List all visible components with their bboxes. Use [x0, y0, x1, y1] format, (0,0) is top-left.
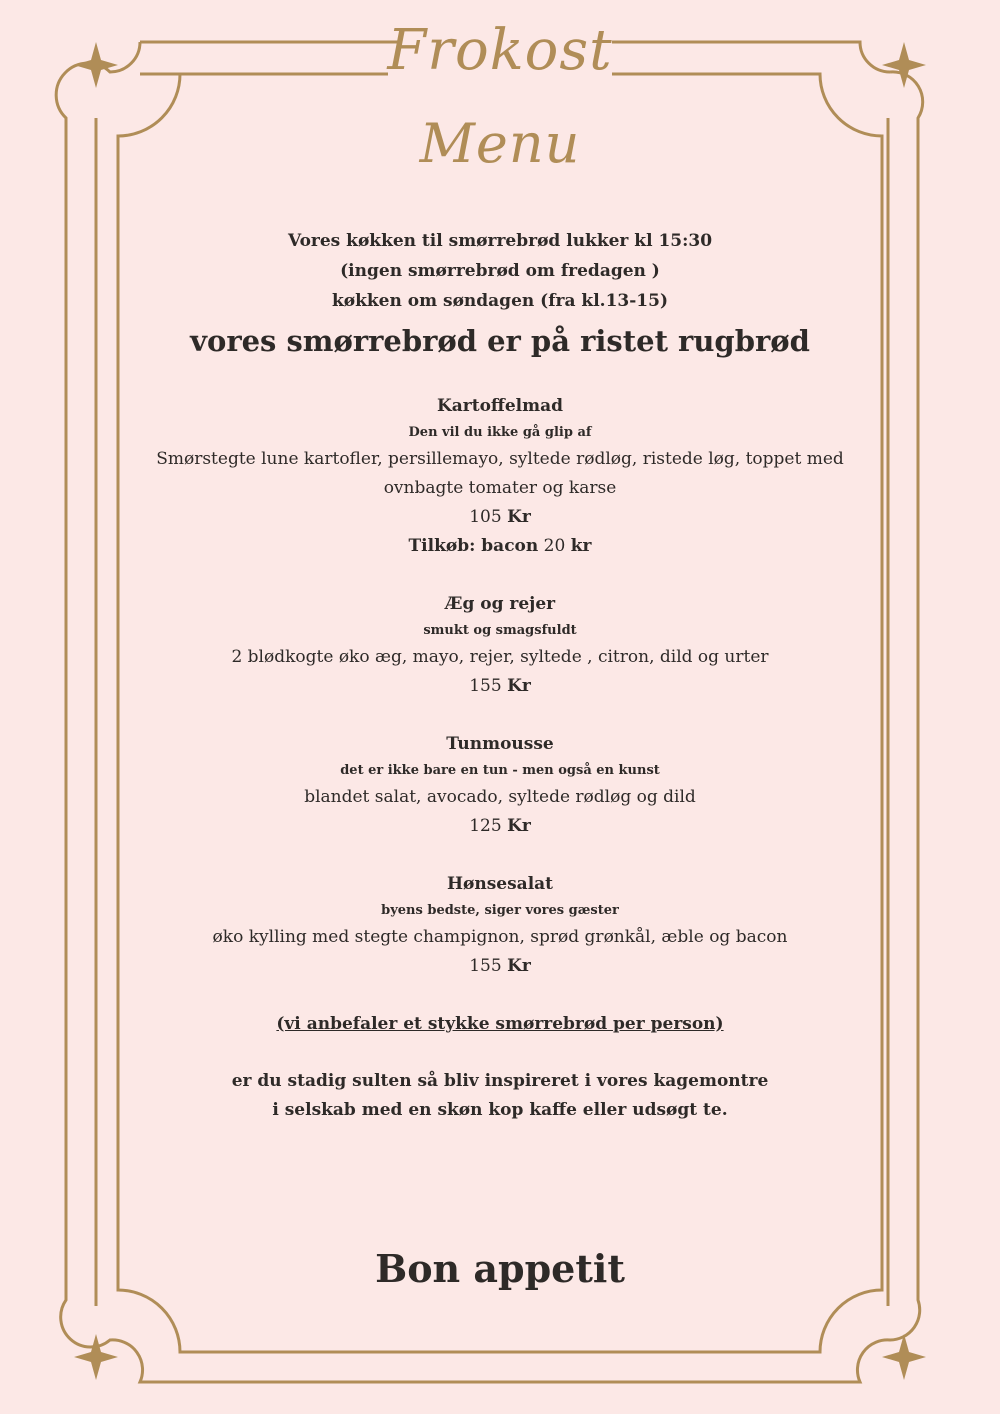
item-price	[110, 812, 890, 841]
item-name: Tunmousse	[446, 734, 554, 754]
outro-block	[110, 1067, 890, 1125]
item-description-cont: ovnbagte tomater og karse	[383, 478, 617, 498]
item-name: Hønsesalat	[446, 874, 554, 894]
price-currency: Kr	[507, 676, 531, 696]
bon-appetit: Bon appetit	[375, 1246, 625, 1291]
friday-note: (ingen smørrebrød om fredagen )	[340, 261, 660, 281]
item-extra	[110, 532, 890, 561]
bread-headline: vores smørrebrød er på ristet rugbrød	[190, 324, 810, 358]
price-amount: 155	[469, 676, 502, 696]
recommend-text: (vi anbefaler et stykke smørrebrød per person)	[276, 1014, 724, 1034]
item-tagline: smukt og smagsfuldt	[423, 623, 577, 638]
price-currency: Kr	[507, 956, 531, 976]
item-name: Æg og rejer	[444, 594, 556, 614]
outro-line: i selskab med en skøn kop kaffe eller udsøgt te.	[272, 1100, 728, 1120]
menu-title-menu: Menu	[419, 112, 581, 175]
menu-title-frokost: Frokost	[387, 18, 613, 83]
item-price	[110, 672, 890, 701]
price-amount: 125	[469, 816, 502, 836]
outro-line: er du stadig sulten så bliv inspireret i vores kagemontre	[231, 1071, 769, 1091]
extra-label: Tilkøb: bacon	[408, 536, 539, 556]
item-tagline: Den vil du ikke gå glip af	[408, 425, 592, 440]
recommendation-note	[110, 1010, 890, 1038]
item-description: Smørstegte lune kartofler, persillemayo, syltede rødløg, ristede løg, toppet med	[156, 449, 844, 469]
menu-item-kartoffelmad	[110, 392, 890, 561]
extra-price: 20	[543, 536, 566, 556]
extra-currency: kr	[570, 536, 592, 556]
menu-item-honsesalat	[110, 870, 890, 981]
item-description: blandet salat, avocado, syltede rødløg og dild	[304, 787, 696, 807]
kitchen-hours-note: Vores køkken til smørrebrød lukker kl 15:30	[287, 231, 713, 251]
price-currency: Kr	[507, 816, 531, 836]
item-tagline: det er ikke bare en tun - men også en kunst	[340, 763, 660, 778]
item-description: øko kylling med stegte champignon, sprød grønkål, æble og bacon	[212, 927, 788, 947]
intro-block	[110, 226, 890, 364]
item-tagline: byens bedste, siger vores gæster	[381, 903, 619, 918]
price-amount: 155	[469, 956, 502, 976]
price-amount: 105	[469, 507, 502, 527]
menu-item-tunmousse	[110, 730, 890, 841]
item-name: Kartoffelmad	[436, 396, 564, 416]
item-price	[110, 952, 890, 981]
closing-block	[110, 1244, 890, 1294]
price-currency: Kr	[507, 507, 531, 527]
item-price	[110, 503, 890, 532]
sunday-note: køkken om søndagen (fra kl.13-15)	[332, 291, 668, 311]
menu-item-aeg-og-rejer	[110, 590, 890, 701]
item-description: 2 blødkogte øko æg, mayo, rejer, syltede , citron, dild og urter	[231, 647, 769, 667]
